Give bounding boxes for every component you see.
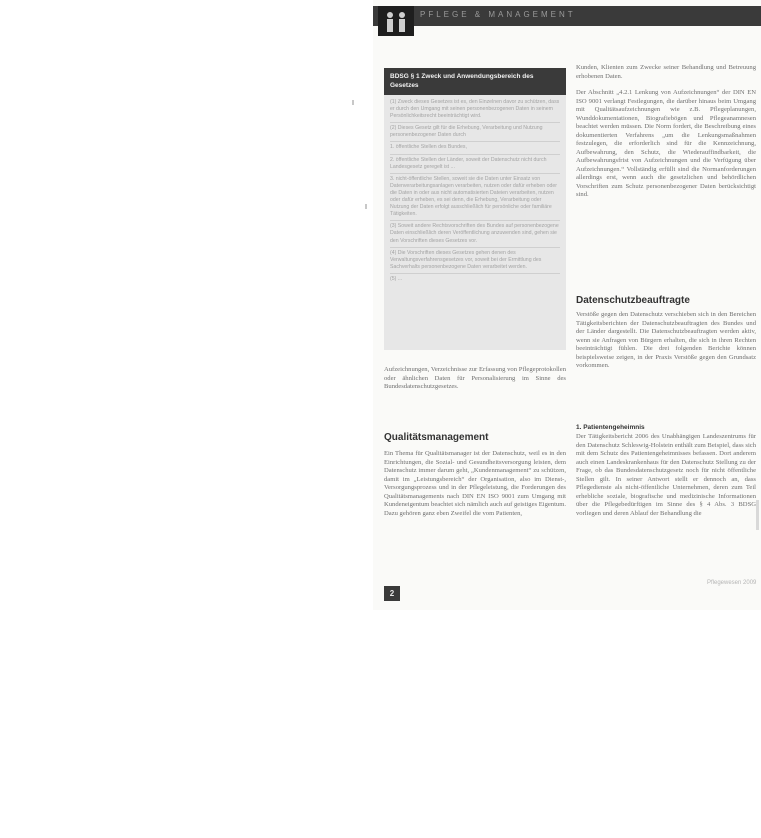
page-number: 2 <box>384 586 400 601</box>
box-paragraph: 2. öffentliche Stellen der Länder, soweit der Datenschutz nicht durch Landesgesetz geregelt ist ... <box>390 157 560 174</box>
quality-management-heading: Qualitätsmanagement <box>384 432 489 443</box>
box-paragraph: (3) Soweit andere Rechtsvorschriften des Bundes auf personenbezogene Daten einschließlich deren Veröffentlichung anzuwenden sind, gehen sie den Vorschriften dieses Gesetzes vor. <box>390 223 560 247</box>
header-section-label: PFLEGE & MANAGEMENT <box>420 10 576 19</box>
right-paragraph: Verstöße gegen den Datenschutz verschieben sich in den Bereichen Tätigkeitsberichten der Datenschutzbeauftragten des Bundes und der Länder dargestellt. Die Datenschutzbeauftragten werden aktiv, wenn sie Anfragen von Bürgern erhalten, die sich in ihren Rechten beeinträchtigt fühlen. Die drei folgenden Berichte können beispielsweise zeigen, in der Praxis Verstöße gegen den Grundsatz vorkommen. <box>576 311 756 369</box>
box-paragraph: (2) Dieses Gesetz gilt für die Erhebung, Verarbeitung und Nutzung personenbezogener Daten durch <box>390 125 560 142</box>
left-quality-column <box>384 450 566 526</box>
header-logo-icon <box>378 6 414 36</box>
right-bottom-column <box>576 424 756 526</box>
right-paragraph: Der Abschnitt „4.2.1 Lenkung von Aufzeichnungen“ der DIN EN ISO 9001 verlangt Festlegungen, die darüber hinaus beim Umgang mit Qualitätsaufzeichnungen wie z.B. Pflegeplanungen, Wunddokumentationen, Biografiebögen und Pflegeanamnesen beachtet werden müssen. Die Norm fordert, die Beschreibung eines dokumentierten Verfahrens „um die Lenkungsmaßnahmen festzulegen, die erforderlich sind für die Kennzeichnung, Aufbewahrung, den Schutz, die Wiederauffindbarkeit, die Aufbewahrungsfrist von Aufzeichnungen und die Verfügung über Aufzeichnungen.“ Vollständig erfüllt sind die Normanforderungen allerdings erst, wenn auch die gesetzlichen und behördlichen Vorschriften zum Schutz personenbezogener Daten berücksichtigt sind. <box>576 89 756 198</box>
right-paragraph: Kunden, Klienten zum Zwecke seiner Behandlung und Betreuung erhobenen Daten. <box>576 64 756 80</box>
quality-paragraph: Ein Thema für Qualitätsmanager ist der Datenschutz, weil es in den Einrichtungen, die Sozial- und Gesundheitsversorgung leisten, dem Datenschutz immer darum geht, „Kundenmanagement“ zu schützen, damit im „Leistungsbereich“ der Organisation, also im Dienst-, Versorgungsprozess und in der Pflegeleistung, die Forderungen des Qualitätsmanagements nach DIN EN ISO 9001 zum Umgang mit Kundeneigentum beachtet sich nämlich auch auf geistiges Eigentum. Dazu gehören ganz eben Zweifel die vom Patienten, <box>384 450 567 517</box>
page-edge-mark <box>756 500 759 530</box>
right-paragraph: Der Tätigkeitsbericht 2006 des Unabhängigen Landeszentrums für den Datenschutz Schleswig-Holstein enthält zum Beispiel, dass sich mit dem Schutz des Patientengeheimnisses befassen. Dort anderem auch einen Landeskrankenhaus für den Datenschutz Stellung zu der Frage, ob das Bundesdatenschutzgesetz noch für nicht öffentliche Stellen gilt. In seiner Antwort stellt er dennoch an, dass Pflegedienste als nicht-öffentliche Unternehmen, deren zum Teil erhebliche soziale, biografische und medizinische Informationen über die Pflegebedürftigen im Sinne des § 4 Abs. 3 BDSG vorliegen und deren Ablauf der Behandlung die <box>576 433 756 517</box>
box-paragraph: 1. öffentliche Stellen des Bundes, <box>390 144 560 154</box>
law-excerpt-box <box>384 68 566 350</box>
box-paragraph: (4) Die Vorschriften dieses Gesetzes gehen denen des Verwaltungsverfahrensgesetzes vor, soweit bei der Ermittlung des Sachverhalts personenbezogene Daten verarbeitet werden. <box>390 250 560 274</box>
patient-secret-subheading: 1. Patientengeheimnis <box>576 424 645 431</box>
box-body <box>384 95 566 291</box>
left-intro-paragraph: Aufzeichnungen, Verzeichnisse zur Erfassung von Pflegeprotokollen oder ähnlichen Daten für Personalisierung im Sinne des Bundesdatenschutzgesetzes. <box>384 366 566 390</box>
scan-mark <box>352 100 354 105</box>
box-paragraph: 3. nicht-öffentliche Stellen, soweit sie die Daten unter Einsatz von Datenverarbeitungsanlagen verarbeiten, nutzen oder dafür erheben oder die Daten in oder aus nicht automatisierten Dateien verarbeiten, nutzen oder dafür erheben, es sei denn, die Erhebung, Verarbeitung oder Nutzung der Daten erfolgt ausschließlich für persönliche oder familiäre Tätigkeiten. <box>390 176 560 222</box>
data-protection-officers-heading: Datenschutzbeauftragte <box>576 295 690 306</box>
left-intro-column <box>384 366 566 400</box>
box-paragraph: (5) ... <box>390 275 403 282</box>
right-mid-column <box>576 311 756 379</box>
scan-mark <box>365 204 367 209</box>
right-top-column <box>576 64 756 208</box>
footer-issue-text: Pflegewesen 2009 <box>707 580 757 586</box>
box-title: BDSG § 1 Zweck und Anwendungsbereich des Gesetzes <box>384 68 566 95</box>
box-paragraph: (1) Zweck dieses Gesetzes ist es, den Einzelnen davor zu schützen, dass er durch den Umgang mit seinen personenbezogenen Daten in seinem Persönlichkeitsrecht beeinträchtigt wird. <box>390 99 560 123</box>
